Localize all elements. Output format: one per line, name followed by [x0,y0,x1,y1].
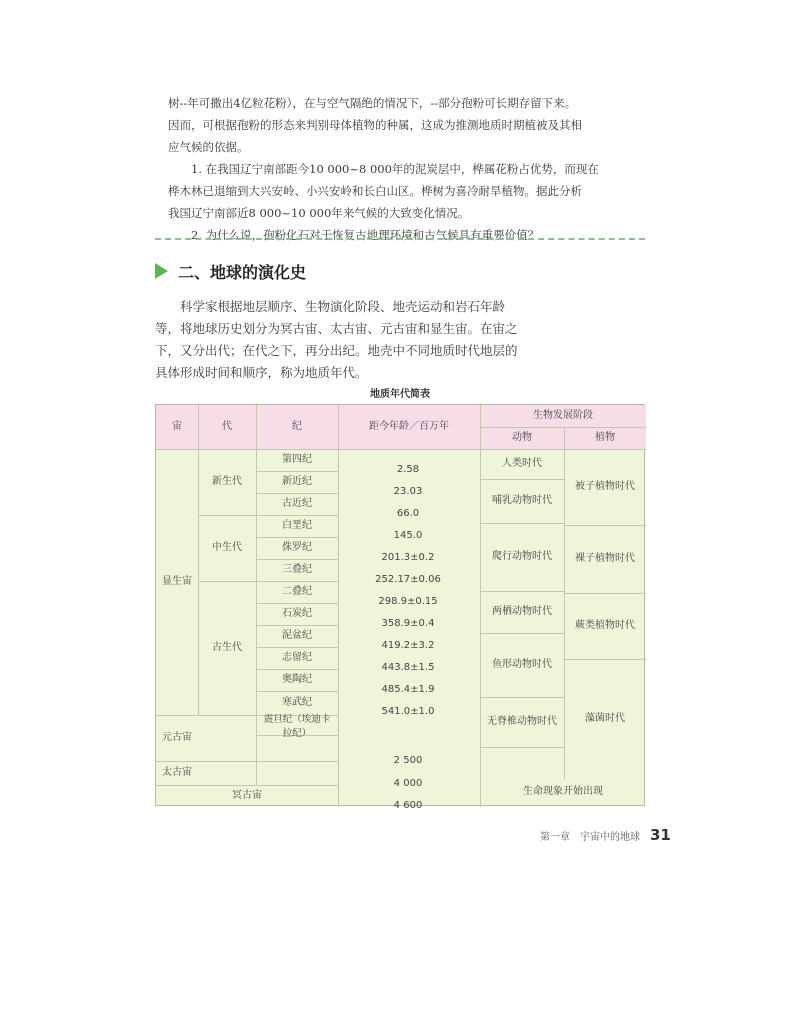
period-cell: 志留纪 [282,652,312,663]
age-value: 66.0 [396,508,420,519]
age-value: 2.58 [396,464,420,475]
period-cell: 二叠纪 [282,586,312,597]
question-1-cont: 桦木林已退缩到大兴安岭、小兴安岭和长白山区。桦树为喜冷耐旱植物。据此分析 [168,184,582,198]
intro-line: 树--年可撒出4亿粒花粉），在与空气隔绝的情况下，--部分孢粉可长期存留下来。 [168,96,577,110]
period-cell: 泥盆纪 [282,630,312,641]
question-1: 1. 在我国辽宁南部距今10 000~8 000年的泥炭层中，桦属花粉占优势，而现在 [191,162,599,176]
eon-archean: 太古宙 [162,767,192,778]
eon-proterozoic: 元古宙 [162,732,192,743]
triangle-bullet-icon [155,263,168,279]
age-value: 4 600 [393,800,423,811]
question-2: 2. 为什么说，孢粉化石对于恢复古地理环境和古气候具有重要价值？ [191,228,540,242]
age-value: 2 500 [393,755,423,766]
dashed-divider [155,238,645,240]
question-1-cont: 我国辽宁南部近8 000~10 000年来气候的大致变化情况。 [168,206,470,220]
animal-stage: 人类时代 [502,458,542,469]
page-number: 31 [650,826,671,844]
eon-phanerozoic: 显生宙 [162,576,192,587]
header-animal: 动物 [512,432,532,443]
age-value: 485.4±1.9 [381,684,435,695]
page-footer [540,826,671,844]
animal-stage: 两栖动物时代 [492,606,552,617]
period-cell: 三叠纪 [282,564,312,575]
header-bio: 生物发展阶段 [533,410,593,421]
age-value: 358.9±0.4 [381,618,435,629]
animal-stage: 鱼形动物时代 [492,659,552,670]
age-value: 4 000 [393,778,423,789]
period-ediacaran: 震旦纪（埃迪卡拉纪） [263,714,331,739]
header-age: 距今年龄／百万年 [369,421,449,432]
intro-text [168,92,648,246]
period-cell: 第四纪 [282,454,312,465]
table-caption: 地质年代简表 [370,389,430,400]
period-cell: 寒武纪 [282,697,312,708]
eon-hadean: 冥古宙 [232,790,262,801]
period-cell: 奥陶纪 [282,674,312,685]
intro-line: 因而，可根据孢粉的形态来判别母体植物的种属，这成为推测地质时期植被及其相 [168,118,582,132]
period-cell: 侏罗纪 [282,542,312,553]
intro-line: 应气候的依据。 [168,140,249,154]
life-origin-cell: 生命现象开始出现 [523,786,603,797]
animal-stage: 哺乳动物时代 [492,495,552,506]
age-value: 201.3±0.2 [381,552,435,563]
header-eon: 宙 [172,421,182,432]
plant-stage: 裸子植物时代 [575,553,635,564]
age-value: 443.8±1.5 [381,662,435,673]
age-value: 23.03 [393,486,423,497]
period-cell: 石炭纪 [282,608,312,619]
plant-stage: 藻菌时代 [585,713,625,724]
period-cell: 白垩纪 [282,520,312,531]
grid-line [480,747,564,748]
era-mesozoic: 中生代 [212,542,242,553]
grid-line [480,427,646,428]
body-paragraph: 科学家根据地层顺序、生物演化阶段、地壳运动和岩石年龄等，将地球历史划分为冥古宙、太古宙、元古宙和显生宙。在宙之下，又分出代；在代之下，再分出纪。地壳中不同地质时代地层的具体形成时间和顺序，称为地质年代。 [155,299,518,380]
era-paleozoic: 古生代 [212,642,242,653]
age-value: 145.0 [393,530,423,541]
header-era: 代 [222,421,232,432]
age-value: 298.9±0.15 [378,596,438,607]
age-value: 252.17±0.06 [375,574,441,585]
section-title: 二、地球的演化史 [178,262,307,282]
section-heading [155,258,455,284]
period-cell: 古近纪 [282,498,312,509]
animal-stage: 无脊椎动物时代 [487,716,557,727]
header-period: 纪 [292,421,302,432]
age-value: 541.0±1.0 [381,706,435,717]
era-cenozoic: 新生代 [212,476,242,487]
period-cell: 新近纪 [282,476,312,487]
plant-stage: 蕨类植物时代 [575,620,635,631]
plant-stage: 被子植物时代 [575,481,635,492]
animal-stage: 爬行动物时代 [492,551,552,562]
age-value: 419.2±3.2 [381,640,435,651]
header-plant: 植物 [595,432,615,443]
chapter-label: 第一章 宇宙中的地球 [540,832,640,843]
